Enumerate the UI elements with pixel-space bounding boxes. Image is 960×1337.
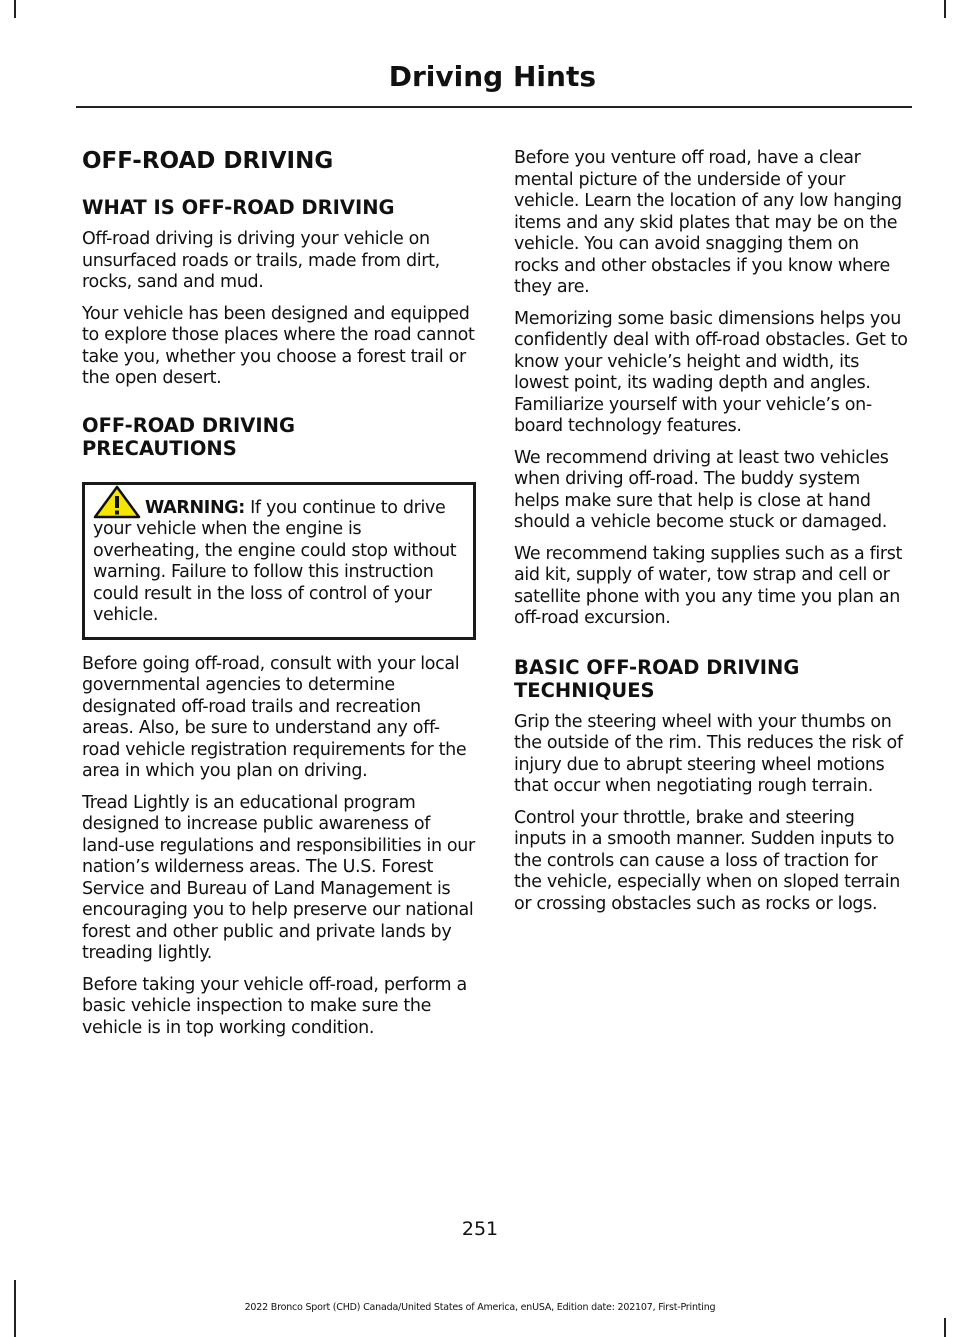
right-paragraph-3: We recommend driving at least two vehicles when driving off-road. The buddy system helps make sure that help is close at hand should a vehicle become stuck or damaged. bbox=[514, 447, 889, 532]
page-header bbox=[76, 58, 912, 108]
precautions-paragraph-3: Before taking your vehicle off-road, perform a basic vehicle inspection to make sure the vehicle is in top working condition. bbox=[82, 974, 467, 1038]
section-title: OFF-ROAD DRIVING bbox=[82, 148, 334, 174]
precautions-paragraph-1: Before going off-road, consult with your local governmental agencies to determine designated off-road trails and recreation areas. Also, be sure to understand any off-road vehicle registration requirements for the area in which you plan on driving. bbox=[82, 653, 467, 781]
left-column bbox=[82, 140, 476, 1049]
page-title: Driving Hints bbox=[388, 60, 596, 93]
what-is-heading: WHAT IS OFF-ROAD DRIVING bbox=[82, 196, 395, 219]
what-is-paragraph-2: Your vehicle has been designed and equipped to explore those places where the road cannot take you, whether you choose a forest trail or the open desert. bbox=[82, 303, 475, 388]
right-paragraph-1: Before you venture off road, have a clear mental picture of the underside of your vehicle. Learn the location of any low hanging items and any skid plates that may be on the vehicle. You can avoid snagging them on rocks and other obstacles if you know where they are. bbox=[514, 148, 902, 297]
page-number: 251 bbox=[461, 1218, 499, 1240]
techniques-paragraph-1: Grip the steering wheel with your thumbs on the outside of the rim. This reduces the risk of injury due to abrupt steering wheel motions that occur when negotiating rough terrain. bbox=[514, 711, 903, 796]
techniques-paragraph-2: Control your throttle, brake and steering inputs in a smooth manner. Sudden inputs to the controls can cause a loss of traction for the vehicle, especially when on sloped terrain or crossing obstacles such as rocks or logs. bbox=[514, 807, 901, 914]
what-is-paragraph-1: Off-road driving is driving your vehicle on unsurfaced roads or trails, made from dirt, rocks, sand and mud. bbox=[82, 229, 440, 292]
crop-mark-top-left bbox=[14, 0, 16, 18]
warning-text: If you continue to drive your vehicle when the engine is overheating, the engine could stop without warning. Failure to follow this instruction could result in the loss of control of your vehicle. bbox=[93, 497, 457, 625]
right-paragraph-4: We recommend taking supplies such as a first aid kit, supply of water, tow strap and cell or satellite phone with you any time you plan an off-road excursion. bbox=[514, 543, 903, 628]
warning-triangle-icon bbox=[93, 485, 141, 519]
techniques-heading: BASIC OFF-ROAD DRIVING TECHNIQUES bbox=[514, 655, 800, 702]
crop-mark-top-right bbox=[944, 0, 946, 18]
precautions-paragraph-2: Tread Lightly is an educational program designed to increase public awareness of land-use regulations and responsibilities in our nation’s wilderness areas. The U.S. Forest Service and Bureau of Land Management is encouraging you to help preserve our national forest and other public and private lands by treading lightly. bbox=[82, 792, 475, 963]
precautions-heading: OFF-ROAD DRIVING PRECAUTIONS bbox=[82, 413, 295, 460]
warning-label: WARNING: bbox=[145, 497, 245, 518]
right-paragraph-2: Memorizing some basic dimensions helps you confidently deal with off-road obstacles. Get to know your vehicle’s height and width, its lowest point, its wading depth and angles. Familiarize yourself with your vehicle’s on-board technology features. bbox=[514, 308, 908, 436]
footer-edition: 2022 Bronco Sport (CHD) Canada/United States of America, enUSA, Edition date: 202107, First-Printing bbox=[244, 1302, 716, 1313]
crop-mark-bottom-right bbox=[944, 1318, 946, 1337]
right-column bbox=[514, 148, 908, 925]
warning-box bbox=[82, 482, 476, 640]
